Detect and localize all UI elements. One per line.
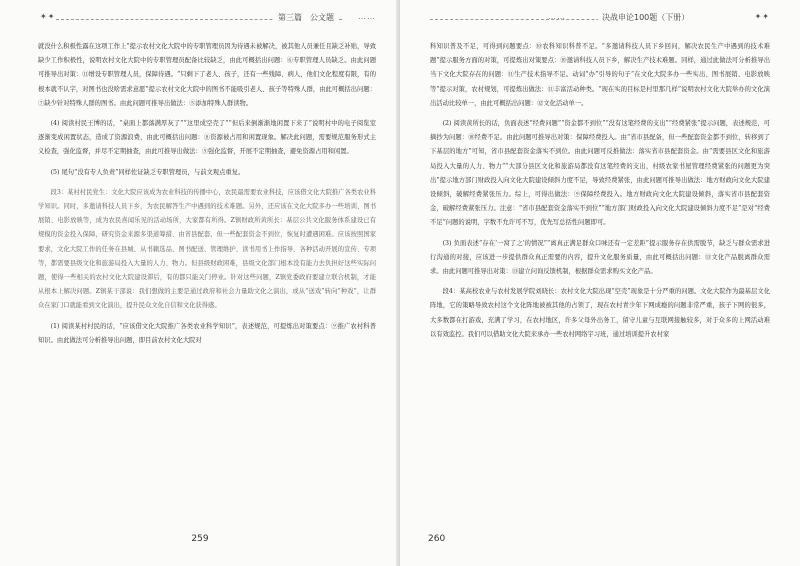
paragraph: (3) 负面表述“存在‘一窝了之’的情况”“离真正满足群众口味还有一定差距”提示服务存在供需脱节，缺乏与群众需求进行沟通的对接，应该进一步提供群众真正需要的内容，提升文化服务质量，由此可概括出问题：⑬文化产品脱离群众需求。由此问题可推导出对策：⑬建立问询反馈机制，根据群众需求购买文化产品。 — [430, 239, 770, 276]
paragraph: 段3：某村村民党生：文化大院应该成为农业科技的传播中心，农民最需要农业科技，应该借文化大院推广各类农业科学知识。同时，多邀请科技人员下乡，为农民解答生产中遇到的技术难题。另外，还应该在文化大院多办一些培训、图书展销、电影放映等，成为农民喜闻乐见的活动场所，大家都有所得。Z镇财政所黄所长：基层公共文化服务体系建设已有规模的资金投入保障，研究资金来源多渠道筹措、由省县配套，但一些配套资金不到位，恢复时遭遇困难。应该按照国家要求，文化大院工作的任务在县城、从书籍选品、图书配送、管理维护、读书用书上作指导、各种活动开展的宣传、专项等，都需要县级文化和旅游局投入大量的人力、物力。但县级财政困难，县级文化部门根本没有能力去负担好这些实际问题，使得一些相关的农村文化大院建设滞后，有的都只能关门停业。针对这些问题，Z镇党委政府要建立联合机制，才能从根本上解决问题。Z镇某干部说：我们想做的主要是通过政府和社会力量助文化之演出，或从“送戏”转向“种戏”，让群众在家门口就能看到文化演出，提升民众文化自信和文化获得感。 — [38, 188, 376, 310]
paragraph: (1) 阅读某村村民的话，“应该借文化大院推广各类农业科学知识”，表述规范，可提炼出对策要点：⑨推广农村科普知识。由此做法可分析推导出问题，即目前农村文化大院对 — [38, 322, 376, 344]
page-number: 259 — [191, 534, 209, 544]
paragraph: (4) 阅读村民王博的话，“桌面上都落满厚灰了”“这里成空壳了”“但后来倒渐渐地闲置下来了”说明村中的电子阅览室逐渐变成闲置状态，造成了资源浪费，由此可概括出问题：⑧资源被占用和闲置现象。解决此问题，需要规范服务形式主义检查，强化监督，并尽不定期抽查，由此可推导出做法：⑤强化监督，开展不定期抽查，避免资源占用和闲置。 — [38, 120, 376, 156]
header-decoration: ✦✦ — [40, 12, 56, 21]
left-page-body — [38, 40, 376, 354]
header-part-title: 第三篇 公文题 — [274, 12, 338, 23]
header-decoration: ✦✦ — [754, 12, 770, 21]
header-trail: …… — [358, 12, 376, 21]
header-book-title: 决战申论100题（下册） — [598, 12, 693, 23]
left-page-header — [38, 12, 378, 26]
paragraph: 段4：某高校农业与农村发展学院刘晓长：农村文化大院出现“空壳”现象是十分严重的问题。文化大院作为最基层文化阵地，它的策略导致农村这个文化阵地被被其他的占领了，现在农村青少年下网成瘾的问题非常严重，孩子下网的很多，大多数都在打游戏，充满了学习，在农村地区，许多父母外出务工，留守儿童与互联网接触较多，对于众多的上网活动难以有效监控。我们可以借助文化大院来承办一些农村网络宇习班，通过培训提升农村家 — [430, 288, 770, 338]
right-page-header — [430, 12, 770, 26]
page-number: 260 — [428, 534, 446, 544]
header-trail: …… — [548, 12, 566, 21]
right-page-body — [430, 40, 770, 348]
paragraph: (5) 尾句“没有专人负责”同样佐证缺乏专职管理员，与前文观点重复。 — [50, 168, 245, 176]
right-page — [400, 0, 800, 566]
paragraph: 科知识普及不足，可得到问题要点：⑩农科知识科普不足。“多邀请科技人员下乡回问，解决农民生产中遇到的技术难题”提示服务方面的对策，可提炼出对策要点：⑩邀请科技人员下乡，解决生产技术难题。同样，通过此做法可分析推导出当下文化大院存在的问题：⑪生产技术指导不足。动词“办”引导的句子“在文化大院多办一些实出、图书展销、电影放映等”提示对策，农村规划，可提炼出做法：⑪丰富活动种类。“现在实的目标是村里那几样”说明农村文化大院举办的文化演出活动比较单一，由此可概括出问题：⑫文化活动单一。 — [430, 43, 770, 107]
paragraph: 就没什么积极性露在这项工作上”提示农村文化大院中的专职管理员因为待遇未被解决，被其他人员兼任且缺乏补贴，导致缺少工作积极性，说明农村文化大院中的专职管理员配备比较缺乏，由此可概括出问题：⑥专职管理人员缺乏。由此问题可推导出对策：⑪增设专职管理人员，保障待遇。“只剩下了老人、孩子，还有一些残障、病人，他们文化程度有限，有的根本就不认字，对图书也没啥需求意愿”提示农村文化大院中的图书不能吸引老人、孩子等特殊人群，由此可概括出问题：⑦缺少针对特殊人群的图书。由此问题可推导出做法：⑤添加特殊人群读物。 — [38, 43, 376, 107]
paragraph: (2) 阅读黄所长的话，负面表述“经费问题”“资金都不到位”“没有这笔经费的支出”“经费紧张”提示问题，表述规范，可摘抄为问题：⑩经费不足。由此问题可推导出对策：保障经费投入。由“省市县配备，但一些配套资金都不到位，转移到了下基层的地方”可知，省市县配套资金落实不到位。由此问题可反推做法：落实省市县配套资金。由“需要县区文化和旅游局投入大量的人力、物力”“大部分县区文化和旅游局都没有这笔经费的支出，村级农家书屋管理经费紧张的问题更为突出”提示地方部门财政投入向文化大院建设倾斜力度不足，导致经费紧张，由此问题可推导出做法：地方财政向文化大院建设倾斜，破解经费紧张压力。综上，可得出做法：⑨保障经费投入。地方财政向文化大院建设倾斜，落实省市县配套资金，破解经费紧张压力。注意：“省市县配套资金落实不到位”“地方部门财政投入向文化大院建设倾斜力度不足”是对“经费不足”问题的说明，字数不允许可不写，优先写总括性问题即可。 — [430, 120, 770, 227]
